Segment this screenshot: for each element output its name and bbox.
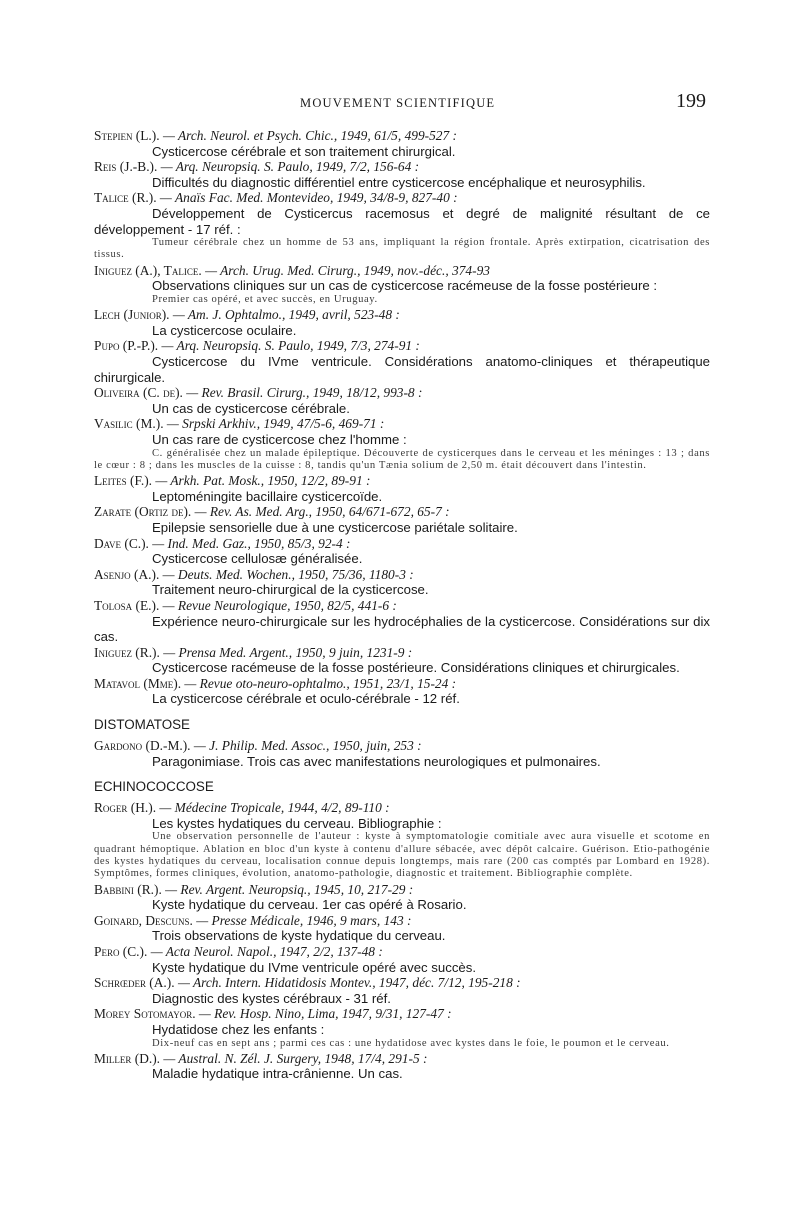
entry-reference: — Revue Neurologique, 1950, 82/5, 441-6 : (159, 597, 397, 613)
entry-author: Asenjo (A.). (94, 566, 160, 582)
entry-title: Cysticercose cérébrale et son traitement chirurgical. (152, 143, 456, 159)
entry-author: Babbini (R.). (94, 881, 162, 897)
entry-author: Leites (F.). (94, 473, 153, 489)
running-header (0, 92, 800, 116)
entry-reference: — Rev. Brasil. Cirurg., 1949, 18/12, 993-8 : (182, 385, 423, 401)
entry-reference: — Arch. Urug. Med. Cirurg., 1949, nov.-déc., 374-93 (201, 262, 490, 278)
entry-title: Diagnostic des kystes cérébraux - 31 réf. (152, 990, 391, 1006)
bibliography-entry (94, 676, 710, 707)
entry-citation (94, 882, 710, 898)
entry-author: Tolosa (E.). (94, 597, 160, 613)
entry-title: Paragonimiase. Trois cas avec manifestations neurologiques et pulmonaires. (152, 753, 601, 769)
entry-author: Lech (Junior). (94, 307, 170, 323)
entry-author: Roger (H.). (94, 800, 157, 816)
bibliography-entry (94, 975, 710, 1006)
entry-citation (94, 645, 710, 661)
entry-citation (94, 738, 710, 754)
entry-author: Stepien (L.). (94, 128, 160, 143)
entry-title: Difficultés du diagnostic différentiel entre cysticercose encéphalique et neurosyphilis. (152, 174, 646, 190)
entry-title: Epilepsie sensorielle due à une cysticercose pariétale solitaire. (152, 519, 518, 535)
bibliography-entry (94, 263, 710, 306)
entry-note: Dix-neuf cas en sept ans ; parmi ces cas : une hydatidose avec kystes dans le foie, le poumon et le cerveau. (152, 1037, 670, 1049)
entry-author: Pupo (P.-P.). (94, 338, 159, 354)
entry-author: Dave (C.). (94, 535, 149, 551)
entry-author: Morey Sotomayor. (94, 1006, 196, 1022)
entry-title: Cysticercose cellulosæ généralisée. (152, 551, 363, 567)
entry-reference: — Anaïs Fac. Med. Montevideo, 1949, 34/8-9, 827-40 : (156, 190, 458, 206)
entry-citation (94, 800, 710, 816)
entry-citation (94, 504, 710, 520)
entry-reference: — J. Philip. Med. Assoc., 1950, juin, 253 : (190, 738, 422, 754)
entry-citation (94, 676, 710, 692)
bibliography-entry (94, 190, 710, 261)
entry-reference: — Médecine Tropicale, 1944, 4/2, 89-110 : (156, 800, 390, 816)
entry-reference: — Srpski Arkhiv., 1949, 47/5-6, 469-71 : (163, 416, 385, 432)
entry-reference: — Austral. N. Zél. J. Surgery, 1948, 17/4, 291-5 : (160, 1050, 428, 1066)
entry-note: Tumeur cérébrale chez un homme de 53 ans, impliquant la région frontale. Après extirpation, cicatrisation des tissus. (94, 237, 710, 261)
bibliography-entry (94, 338, 710, 385)
echinococcose-list (94, 800, 710, 1082)
bibliography-entry (94, 159, 710, 190)
distomatose-list (94, 738, 710, 769)
entry-reference: — Arq. Neuropsiq. S. Paulo, 1949, 7/2, 156-64 : (157, 159, 420, 175)
entry-citation (94, 263, 710, 279)
entry-citation (94, 159, 710, 175)
bibliography-entry (94, 598, 710, 645)
entry-reference: — Rev. Argent. Neuropsiq., 1945, 10, 217-29 : (161, 881, 414, 897)
entry-title: Cysticercose du IVme ventricule. Considérations anatomo-cliniques et thérapeutique chirurgicale. (94, 354, 710, 385)
entry-citation (94, 1006, 710, 1022)
entry-title: Observations cliniques sur un cas de cysticercose racémeuse de la fosse postérieure : (152, 278, 658, 294)
entry-author: Matavol (Mme). (94, 675, 182, 691)
entry-author: Zarate (Ortiz de). (94, 504, 192, 520)
entry-reference: — Deuts. Med. Wochen., 1950, 75/36, 1180-3 : (159, 566, 414, 582)
entry-citation (94, 944, 710, 960)
entry-title: Maladie hydatique intra-crânienne. Un cas. (152, 1066, 403, 1082)
entry-author: Iniguez (R.). (94, 644, 160, 660)
bibliography-entry (94, 128, 710, 159)
entry-title: La cysticercose oculaire. (152, 322, 297, 338)
entry-citation (94, 385, 710, 401)
entry-reference: — Arch. Intern. Hidatidosis Montev., 1947, déc. 7/12, 195-218 : (174, 975, 521, 991)
entry-author: Oliveira (C. de). (94, 385, 183, 401)
bibliography-entry (94, 645, 710, 676)
bibliography-entry (94, 1006, 710, 1049)
bibliography-entry (94, 416, 710, 472)
section-heading-distomatose: DISTOMATOSE (94, 717, 190, 733)
entry-title: Kyste hydatique du cerveau. 1er cas opéré à Rosario. (152, 897, 467, 913)
bibliography-entry (94, 504, 710, 535)
entry-author: Vasilic (M.). (94, 416, 164, 432)
bibliography-entry (94, 307, 710, 338)
entry-note: Premier cas opéré, et avec succès, en Uruguay. (152, 293, 378, 305)
entry-reference: — Arkh. Pat. Mosk., 1950, 12/2, 89-91 : (152, 473, 371, 489)
entry-author: Goinard, Descuns. (94, 912, 193, 928)
entry-reference: — Arch. Neurol. et Psych. Chic., 1949, 61/5, 499-527 : (159, 128, 458, 143)
entry-reference: — Prensa Med. Argent., 1950, 9 juin, 1231-9 : (159, 644, 413, 660)
bibliography-entry (94, 536, 710, 567)
entry-citation (94, 913, 710, 929)
entry-citation (94, 338, 710, 354)
entry-citation (94, 567, 710, 583)
bibliography-entry (94, 1051, 710, 1082)
entry-reference: — Rev. As. Med. Arg., 1950, 64/671-672, 65-7 : (191, 504, 450, 520)
page-number: 199 (676, 90, 706, 112)
entry-author: Gardono (D.-M.). (94, 738, 191, 754)
entry-title: Expérience neuro-chirurgicale sur les hydrocéphalies de la cysticercose. Considérations sur dix cas. (94, 613, 710, 645)
entry-reference: — Am. J. Ophtalmo., 1949, avril, 523-48 : (169, 307, 400, 323)
entry-citation (94, 128, 710, 144)
entry-author: Talice (R.). (94, 190, 157, 206)
entry-citation (94, 598, 710, 614)
entry-reference: — Presse Médicale, 1946, 9 mars, 143 : (192, 912, 412, 928)
running-title: MOUVEMENT SCIENTIFIQUE (300, 96, 496, 110)
cysticercose-list (94, 128, 710, 707)
entry-title: Un cas rare de cysticercose chez l'homme : (152, 431, 407, 447)
entry-title: Kyste hydatique du IVme ventricule opéré avec succès. (152, 959, 477, 975)
bibliography-entry (94, 882, 710, 913)
entry-note: Une observation personnelle de l'auteur : kyste à symptomatologie comitiale avec aura visuelle et scotome en quadrant hémoptique. Ablation en bloc d'un kyste à contenu d'allure sébacée, avec dépôt calcaire. Guérison. Etio-pathogénie des kystes hydatiques du cerveau, localisation connue depuis longtemps, mais rare (200 cas comptés par Lombard en 1928). Symptômes, formes cliniques, évolution, anatomo-pathologie, diagnostic et traitement. Bibliographie complète. (94, 831, 710, 880)
entry-reference: — Arq. Neuropsiq. S. Paulo, 1949, 7/3, 274-91 : (158, 338, 420, 354)
entry-title: Un cas de cysticercose cérébrale. (152, 400, 350, 416)
entry-title: Traitement neuro-chirurgical de la cysticercose. (152, 582, 429, 598)
entry-citation (94, 307, 710, 323)
bibliography-entry (94, 800, 710, 880)
entry-author: Iniguez (A.), Talice. (94, 262, 202, 278)
bibliography-entry (94, 913, 710, 944)
entry-author: Miller (D.). (94, 1050, 161, 1066)
entry-citation (94, 416, 710, 432)
bibliography-entry (94, 567, 710, 598)
entry-note: C. généralisée chez un malade épileptique. Découverte de cysticerques dans le cerveau et les méninges : 13 ; dans le cœur : 8 ; dans les muscles de la cuisse : 8, tandis qu'un Tænia solium de 2,50 m. était découvert dans l'intestin. (94, 447, 710, 471)
bibliography-entry (94, 473, 710, 504)
entry-title: Hydatidose chez les enfants : (152, 1021, 325, 1037)
entry-citation (94, 1051, 710, 1067)
bibliography-entry (94, 944, 710, 975)
entry-reference: — Revue oto-neuro-ophtalmo., 1951, 23/1, 15-24 : (181, 675, 457, 691)
entry-title: Cysticercose racémeuse de la fosse postérieure. Considérations cliniques et chirurgicales. (152, 660, 680, 676)
bibliography-entry (94, 738, 710, 769)
entry-reference: — Rev. Hosp. Nino, Lima, 1947, 9/31, 127-47 : (195, 1006, 452, 1022)
section-heading-echinococcose: ECHINOCOCCOSE (94, 779, 214, 795)
entry-citation (94, 536, 710, 552)
entry-citation (94, 975, 710, 991)
bibliography-entry (94, 385, 710, 416)
entry-title: La cysticercose cérébrale et oculo-cérébrale - 12 réf. (152, 691, 460, 707)
entry-title: Développement de Cysticercus racemosus et degré de malignité résultant de ce développement - 17 réf. : (94, 205, 710, 237)
entry-citation (94, 473, 710, 489)
bibliography (94, 128, 710, 1082)
entry-reference: — Ind. Med. Gaz., 1950, 85/3, 92-4 : (148, 535, 351, 551)
entry-author: Pero (C.). (94, 944, 148, 960)
entry-citation (94, 190, 710, 206)
entry-title: Leptoméningite bacillaire cysticercoïde. (152, 488, 383, 504)
entry-reference: — Acta Neurol. Napol., 1947, 2/2, 137-48 : (147, 944, 383, 960)
entry-title: Les kystes hydatiques du cerveau. Bibliographie : (152, 815, 442, 831)
entry-author: Reis (J.-B.). (94, 159, 158, 175)
entry-author: Schrœder (A.). (94, 975, 175, 991)
entry-title: Trois observations de kyste hydatique du cerveau. (152, 928, 446, 944)
